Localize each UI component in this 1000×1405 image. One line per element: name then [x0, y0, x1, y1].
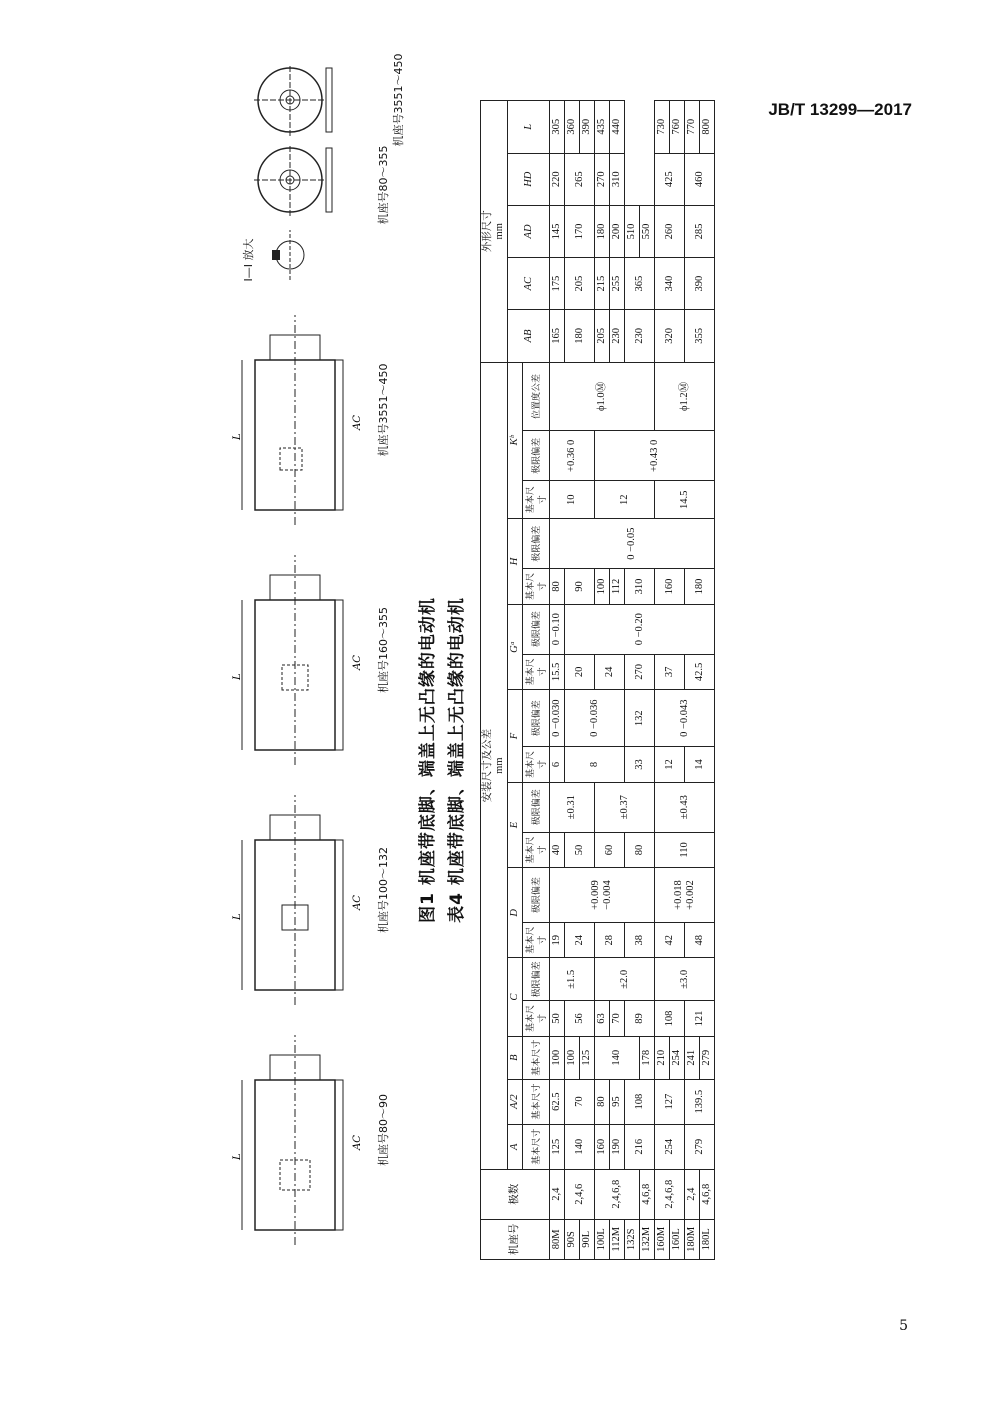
table-row: [625, 101, 640, 1260]
cell-H: 160: [655, 569, 685, 605]
hdr-basic: 基本尺寸: [523, 569, 550, 605]
cell-L: 360: [565, 101, 580, 154]
cell-F-tol: 0 −0.043: [655, 690, 715, 747]
install-unit: mm: [494, 757, 505, 774]
hdr-AC: AC: [508, 258, 550, 310]
cell-A: 254: [655, 1124, 685, 1169]
hdr-tol: 极限偏差: [523, 782, 550, 832]
cell-F-tol: 0 −0.030: [550, 690, 565, 747]
cell-A2: 108: [625, 1079, 655, 1124]
svg-text:L: L: [232, 433, 243, 440]
cell-D: 19: [550, 922, 565, 958]
cell-F: 12: [655, 747, 685, 783]
cell-poles: 2,4: [685, 1169, 700, 1219]
cell-L: 510: [625, 205, 640, 257]
cell-C-tol: ±3.0: [655, 958, 715, 1001]
hdr-B: B: [508, 1036, 523, 1079]
cell-B: 178: [640, 1036, 655, 1079]
cell-AD: 285: [685, 205, 715, 257]
cell-L: 800: [700, 101, 715, 154]
install-title: 安装尺寸及公差: [482, 728, 493, 803]
side-view-drawing-3: [230, 530, 370, 770]
cell-frame: 160L: [670, 1219, 685, 1259]
cell-AC: 175: [550, 258, 565, 310]
cell-B: 241: [685, 1036, 700, 1079]
cell-C-tol: ±1.5: [550, 958, 595, 1001]
cell-A: 279: [685, 1124, 715, 1169]
outline-unit: mm: [494, 223, 505, 240]
hdr-basic: 基本尺寸: [523, 1124, 550, 1169]
hdr-tol: 极限偏差: [523, 958, 550, 1001]
cell-B: 125: [580, 1036, 595, 1079]
cell-E-tol: ±0.37: [595, 782, 655, 832]
hdr-basic: 基本尺寸: [523, 832, 550, 868]
end-view-drawing-2: [230, 60, 370, 140]
hdr-basic: 基本尺寸: [523, 654, 550, 690]
cell-H: 100: [595, 569, 610, 605]
cell-A2: 80: [595, 1079, 610, 1124]
table-row: [685, 101, 700, 1260]
cell-HD: 425: [655, 153, 685, 205]
table-row: [550, 101, 565, 1260]
standard-number: JB/T 13299—2017: [768, 100, 912, 119]
cell-frame: 100L: [595, 1219, 610, 1259]
cell-H: 80: [550, 569, 565, 605]
cell-poles: 2,4,6: [565, 1169, 595, 1219]
cell-G: 20: [565, 654, 595, 690]
cell-AC: 310: [625, 569, 655, 605]
cell-E: 80: [625, 832, 655, 868]
cell-E: 110: [655, 832, 715, 868]
hdr-H: H: [508, 519, 523, 604]
cell-A: 125: [550, 1124, 565, 1169]
view-caption-6: 机座号80～355: [377, 145, 390, 225]
hdr-basic: 基本尺寸: [523, 1001, 550, 1037]
cell-frame: 80M: [550, 1219, 565, 1259]
cell-A2: 95: [610, 1079, 625, 1124]
cell-G: 37: [655, 654, 685, 690]
cell-F: 14: [685, 747, 715, 783]
figure-title: 图1 机座带底脚、端盖上无凸缘的电动机: [418, 597, 438, 923]
cell-K: 14.5: [655, 481, 715, 519]
col-outline-group: [481, 101, 508, 363]
cell-C: 89: [625, 1001, 655, 1037]
cell-F: 6: [550, 747, 565, 783]
cell-A: 140: [565, 1124, 595, 1169]
hdr-A2: A/2: [508, 1079, 523, 1124]
hdr-tol: 极限偏差: [523, 431, 550, 481]
cell-K-tol: +0.43 0: [595, 431, 715, 481]
cell-AD: 145: [550, 205, 565, 257]
cell-E: 50: [565, 832, 595, 868]
rotated-content: [230, 53, 712, 1260]
hdr-pos: 位置度公差: [523, 362, 550, 431]
cell-AB: 320: [655, 310, 685, 362]
cell-poles: 4,6,8: [640, 1169, 655, 1219]
svg-text:L: L: [232, 1153, 243, 1160]
view-caption-4: 机座号3551～450: [377, 363, 390, 457]
cell-poles: 2,4,6,8: [595, 1169, 640, 1219]
cell-poles: 4,6,8: [700, 1169, 715, 1219]
hdr-tol: 极限偏差: [523, 604, 550, 654]
hdr-A: A: [508, 1124, 523, 1169]
cell-F: 8: [565, 747, 625, 783]
hdr-K: Kᵇ: [508, 362, 523, 519]
motor-drawings: [230, 53, 467, 1260]
cell-poles: 2,4,6,8: [655, 1169, 685, 1219]
cell-B: 210: [655, 1036, 670, 1079]
cell-L: 390: [580, 101, 595, 154]
cell-D: 28: [595, 922, 625, 958]
cell-A2: 62.5: [550, 1079, 565, 1124]
cell-HD: 365: [625, 258, 655, 310]
hdr-F: F: [508, 690, 523, 783]
cell-frame: 90S: [565, 1219, 580, 1259]
cell-frame: 132S: [625, 1219, 640, 1259]
cell-AB: 230: [610, 310, 625, 362]
svg-text:AC: AC: [352, 415, 363, 430]
svg-text:AC: AC: [352, 655, 363, 670]
svg-text:L: L: [232, 673, 243, 680]
cell-H: 90: [565, 569, 595, 605]
cell-G: 15.5: [550, 654, 565, 690]
cell-B: 100: [565, 1036, 580, 1079]
cell-AB: 180: [565, 310, 595, 362]
view-caption-5: I—I 放大: [242, 238, 255, 282]
cell-L: 550: [640, 205, 655, 257]
cell-HD: 265: [565, 153, 595, 205]
cell-H: 132: [625, 690, 655, 747]
cell-G: 42.5: [685, 654, 715, 690]
cell-B: 254: [670, 1036, 685, 1079]
cell-K-tol: +0.36 0: [550, 431, 595, 481]
col-poles: 极数: [481, 1169, 550, 1219]
cell-G-tol: 0 −0.20: [565, 604, 715, 654]
table-row: [565, 101, 580, 1260]
page-number: 5: [899, 1318, 908, 1334]
cell-C: 70: [610, 1001, 625, 1037]
hdr-basic: 基本尺寸: [523, 1036, 550, 1079]
cell-C-tol: ±2.0: [595, 958, 655, 1001]
svg-text:AC: AC: [352, 1135, 363, 1150]
cell-frame: 132M: [640, 1219, 655, 1259]
cell-AD: 260: [655, 205, 685, 257]
cell-D-tol: +0.009 −0.004: [550, 868, 655, 923]
col-frame: 机座号: [481, 1219, 550, 1259]
cell-A: 160: [595, 1124, 610, 1169]
table-title: 表4 机座带底脚、端盖上无凸缘的电动机: [447, 597, 467, 923]
cell-frame: 180L: [700, 1219, 715, 1259]
cell-AC: 340: [655, 258, 685, 310]
cell-C: 56: [565, 1001, 595, 1037]
cell-A: 190: [610, 1124, 625, 1169]
side-view-drawing-4: [230, 290, 370, 530]
cell-H: 112: [610, 569, 625, 605]
cell-G: 24: [595, 654, 625, 690]
cell-AC: 215: [595, 258, 610, 310]
cell-E-tol: ±0.43: [655, 782, 715, 832]
cell-L: 435: [595, 101, 610, 154]
cell-K: 12: [595, 481, 655, 519]
cell-A2: 139.5: [685, 1079, 715, 1124]
view-caption-3: 机座号160～355: [377, 607, 390, 693]
cell-L: 440: [610, 101, 625, 154]
hdr-D: D: [508, 868, 523, 958]
cell-AB: 165: [550, 310, 565, 362]
side-view-drawing-2: [230, 770, 370, 1010]
view-caption-1: 机座号80～90: [377, 1094, 390, 1166]
cell-L: 305: [550, 101, 565, 154]
cell-pos-tol: ϕ1.0Ⓜ: [550, 362, 655, 431]
hdr-basic: 基本尺寸: [523, 922, 550, 958]
hdr-tol: 极限偏差: [523, 690, 550, 747]
hdr-tol: 极限偏差: [523, 519, 550, 569]
cell-D: 48: [685, 922, 715, 958]
hdr-basic: 基本尺寸: [523, 747, 550, 783]
cell-A: 216: [625, 1124, 655, 1169]
cell-AB: 205: [595, 310, 610, 362]
hdr-basic: 基本尺寸: [523, 481, 550, 519]
hdr-G: Gᵃ: [508, 604, 523, 689]
cell-A2: 127: [655, 1079, 685, 1124]
cell-D: 42: [655, 922, 685, 958]
cell-C: 63: [595, 1001, 610, 1037]
cell-B: 279: [700, 1036, 715, 1079]
cell-B: 140: [595, 1036, 640, 1079]
cell-C: 108: [655, 1001, 685, 1037]
cell-frame: 160M: [655, 1219, 670, 1259]
cell-F-tol: 0 −0.036: [565, 690, 625, 747]
cell-B: 100: [550, 1036, 565, 1079]
cell-AB: 270: [625, 654, 655, 690]
cell-AC: 255: [610, 258, 625, 310]
dimension-table: [480, 100, 715, 1260]
cell-AD: 180: [595, 205, 610, 257]
cell-AB: 355: [685, 310, 715, 362]
view-caption-2: 机座号100～132: [377, 847, 390, 933]
cell-E: 60: [595, 832, 625, 868]
col-install-group: [481, 362, 508, 1169]
hdr-C: C: [508, 958, 523, 1036]
side-view-drawing-1: [230, 1010, 370, 1250]
hdr-tol: 极限偏差: [523, 868, 550, 923]
cell-K: 10: [550, 481, 595, 519]
hdr-AB: AB: [508, 310, 550, 362]
cell-HD: 220: [550, 153, 565, 205]
cell-H: 180: [685, 569, 715, 605]
view-caption-7: 机座号3551～450: [392, 53, 405, 147]
svg-text:L: L: [232, 913, 243, 920]
cell-L: 760: [670, 101, 685, 154]
cell-AC: 390: [685, 258, 715, 310]
cell-D-tol: +0.018 +0.002: [655, 868, 715, 923]
cell-AD: 170: [565, 205, 595, 257]
cell-AD: 230: [625, 310, 655, 362]
cell-pos-tol: ϕ1.2Ⓜ: [655, 362, 715, 431]
cell-poles: 2,4: [550, 1169, 565, 1219]
cell-G: 33: [625, 747, 655, 783]
hdr-L: L: [508, 101, 550, 154]
outline-title: 外形尺寸: [482, 210, 493, 253]
cell-frame: 180M: [685, 1219, 700, 1259]
cell-L: 730: [655, 101, 670, 154]
cell-L: 770: [685, 101, 700, 154]
cell-H-tol: 0 −0.05: [550, 519, 715, 569]
cell-AD: 200: [610, 205, 625, 257]
cell-frame: 112M: [610, 1219, 625, 1259]
hdr-E: E: [508, 782, 523, 867]
cell-A2: 70: [565, 1079, 595, 1124]
cell-E: 40: [550, 832, 565, 868]
cell-D: 38: [625, 922, 655, 958]
cell-HD: 310: [610, 153, 625, 205]
table-row: [655, 101, 670, 1260]
cell-AC: 205: [565, 258, 595, 310]
cell-frame: 90L: [580, 1219, 595, 1259]
cell-HD: 460: [685, 153, 715, 205]
cell-HD: 270: [595, 153, 610, 205]
cell-E-tol: ±0.31: [550, 782, 595, 832]
cell-G-tol: 0 −0.10: [550, 604, 565, 654]
hdr-AD: AD: [508, 205, 550, 257]
hdr-HD: HD: [508, 153, 550, 205]
cell-C: 50: [550, 1001, 565, 1037]
hdr-basic: 基本尺寸: [523, 1079, 550, 1124]
cell-C: 121: [685, 1001, 715, 1037]
cell-D: 24: [565, 922, 595, 958]
table-row: [595, 101, 610, 1260]
svg-text:AC: AC: [352, 895, 363, 910]
